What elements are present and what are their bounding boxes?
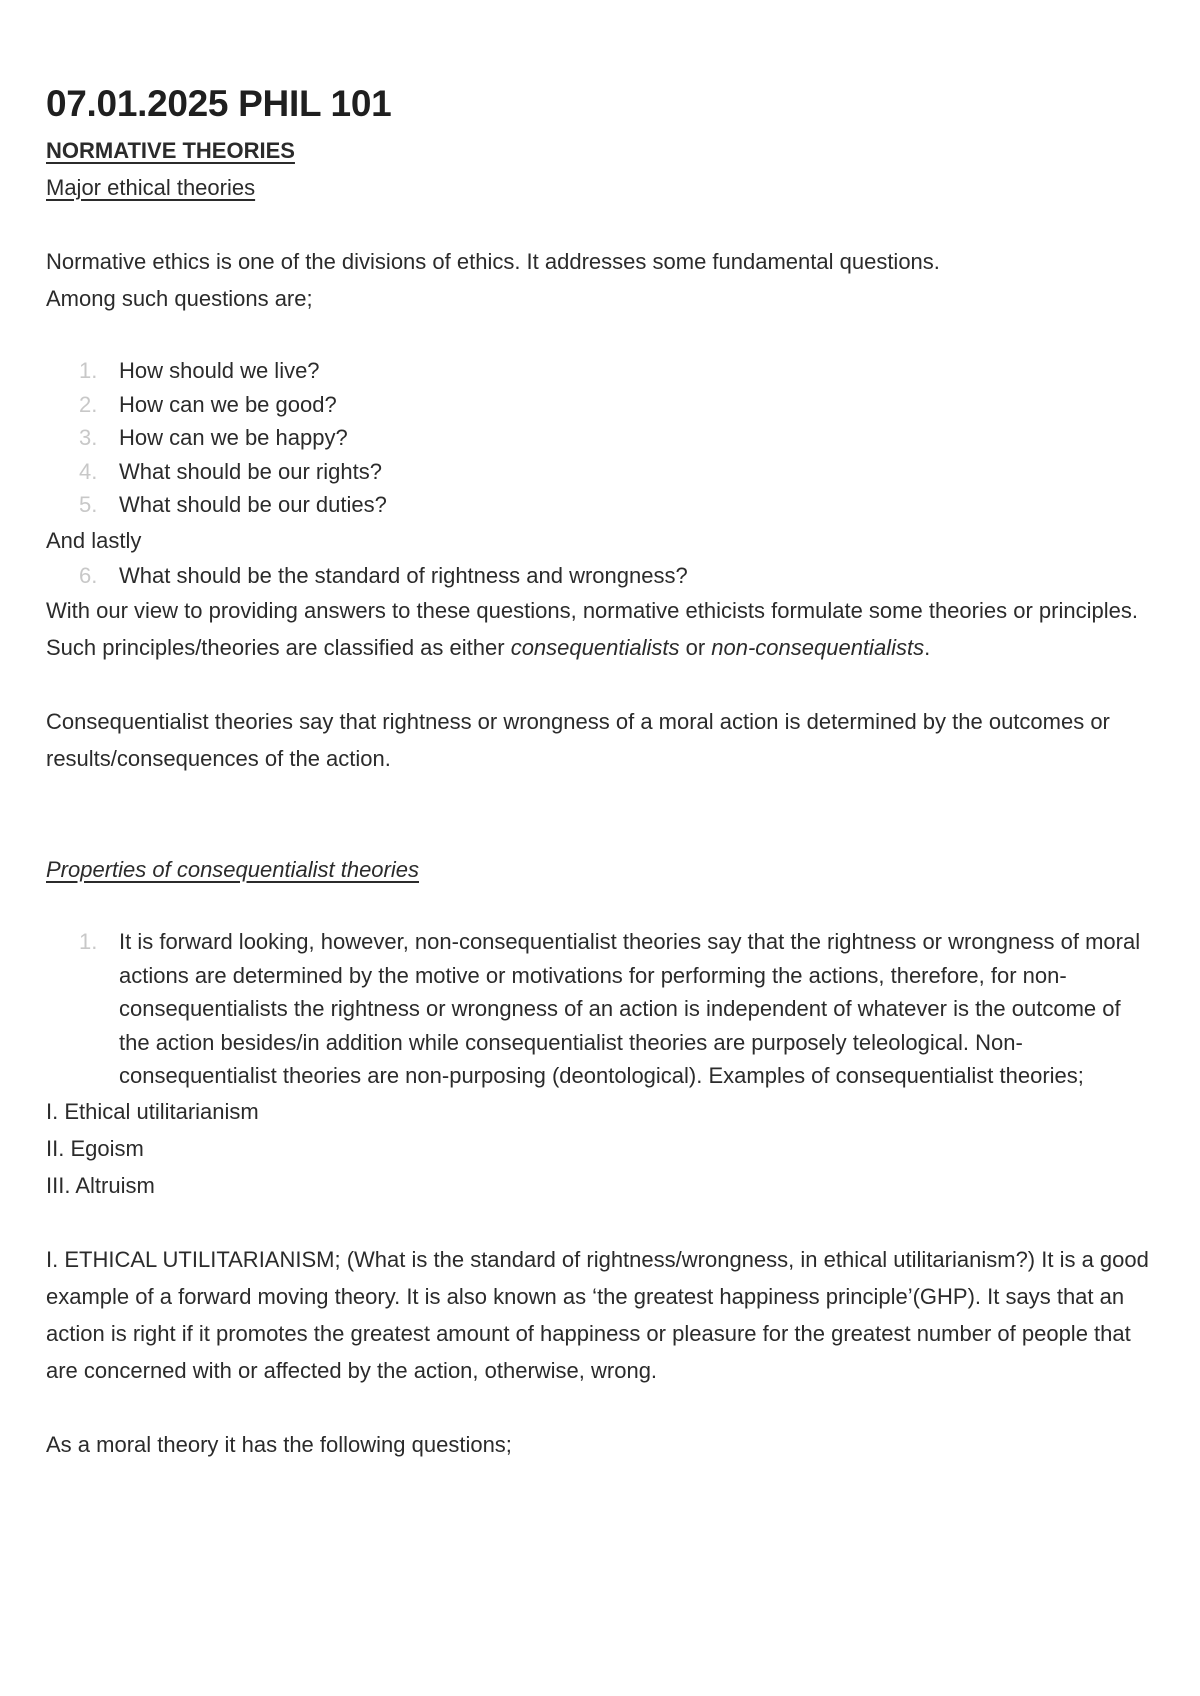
list-item (46, 354, 1156, 388)
heading-normative-theories: NORMATIVE THEORIES (46, 138, 295, 163)
example-item: I. Ethical utilitarianism (46, 1098, 259, 1124)
list-item-text: How can we be good? (119, 391, 337, 417)
heading-major-ethical-theories: Major ethical theories (46, 175, 256, 200)
list-number: 1. (79, 929, 98, 954)
intro-line-1: Normative ethics is one of the divisions of ethics. It addresses some fundamental questions. (46, 249, 940, 274)
list-item-text: How should we live? (119, 358, 320, 383)
utilitarianism-paragraph: I. ETHICAL UTILITARIANISM; (What is the standard of rightness/wrongness, in ethical utilitarianism?) It is a good example of a forward moving theory. It is also known as ‘the greatest happiness principle’(GHP). It says that an action is right if it promotes the greatest amount of happiness or pleasure for the greatest number of people that are concerned with or affected by the action, otherwise, wrong. (46, 1246, 1149, 1383)
list-number: 3. (79, 425, 98, 450)
answers-text-part3: . (924, 635, 931, 660)
properties-list (46, 925, 1156, 1093)
consequentialist-paragraph: Consequentialist theories say that rightness or wrongness of a moral action is determined by the outcomes or results/consequences of the action. (46, 709, 1110, 771)
document-page (46, 78, 1156, 1463)
term-non-consequentialists: non-consequentialists (711, 635, 925, 660)
list-item (46, 925, 1156, 1093)
list-number: 5. (79, 492, 98, 517)
questions-list-continued (46, 559, 1156, 593)
intro-line-2: Among such questions are; (46, 286, 313, 311)
list-item-text: What should be our rights? (119, 458, 382, 484)
term-consequentialists: consequentialists (510, 635, 680, 660)
heading-properties: Properties of consequentialist theories (46, 857, 419, 882)
list-item-text: How can we be happy? (119, 425, 348, 450)
questions-list (46, 354, 1156, 522)
list-item (46, 559, 1156, 593)
example-item: II. Egoism (46, 1135, 144, 1161)
list-item (46, 388, 1156, 422)
list-number: 2. (79, 391, 98, 417)
list-item-text: It is forward looking, however, non-consequentialist theories say that the rightness or wrongness of moral actions are determined by the motive or motivations for performing the actions, therefore, for non-consequentialists the rightness or wrongness of an action is independent of whatever is the outcome of the action besides/in addition while consequentialist theories are purposely teleological. Non-consequentialist theories are non-purposing (deontological). Examples of consequentialist theories; (119, 929, 1141, 1088)
list-item (46, 421, 1156, 455)
list-item-text: What should be our duties? (119, 492, 387, 517)
example-item: III. Altruism (46, 1172, 155, 1198)
list-item (46, 488, 1156, 522)
list-number: 6. (79, 562, 98, 588)
moral-theory-line: As a moral theory it has the following questions; (46, 1431, 512, 1457)
and-lastly-text: And lastly (46, 527, 142, 553)
list-item (46, 455, 1156, 489)
list-number: 4. (79, 458, 98, 484)
page-title: 07.01.2025 PHIL 101 (46, 83, 392, 124)
answers-text-part1: With our view to providing answers to these questions, normative ethicists formulate some theories or principles. Such principles/theories are classified as either (46, 598, 1138, 660)
list-number: 1. (79, 358, 98, 383)
answers-paragraph (46, 592, 1156, 666)
list-item-text: What should be the standard of rightness and wrongness? (119, 562, 688, 588)
answers-text-part2: or (679, 635, 712, 660)
